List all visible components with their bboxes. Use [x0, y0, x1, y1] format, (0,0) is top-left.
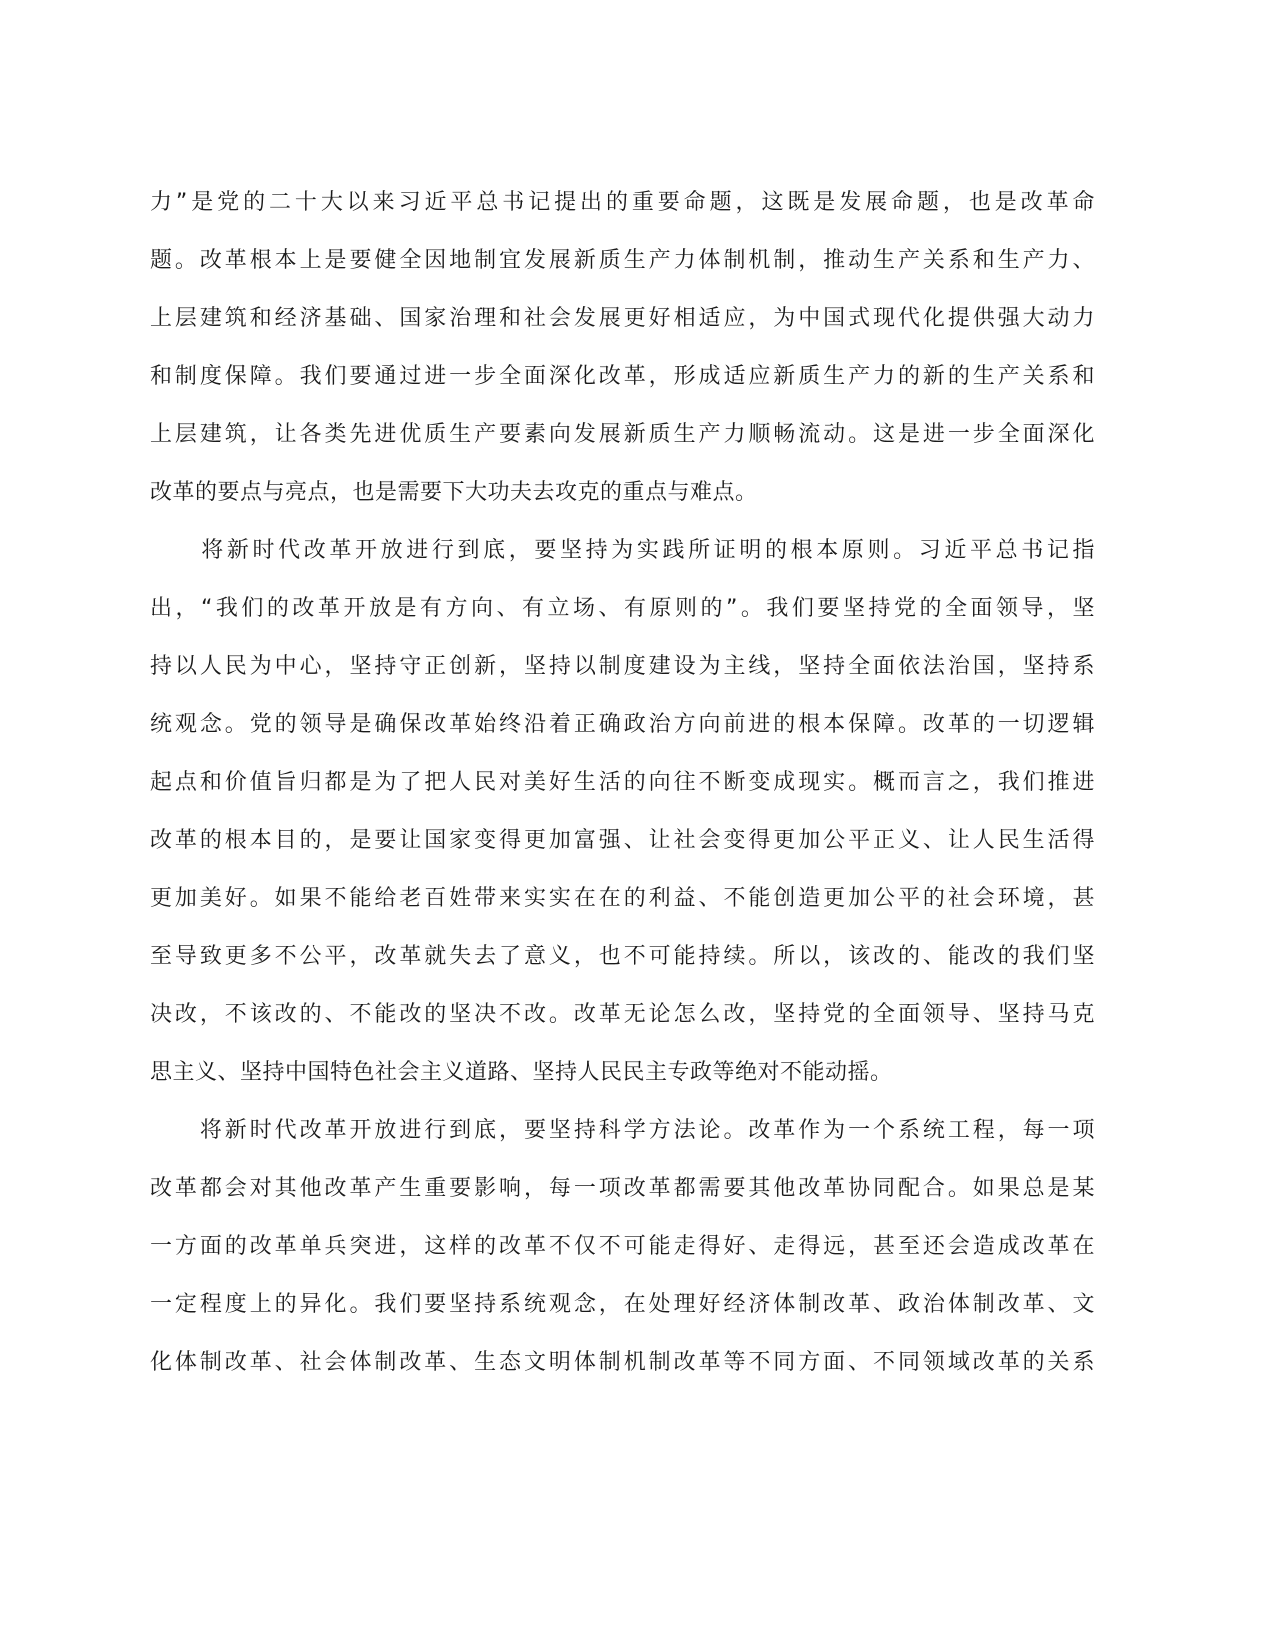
text-line: 更加美好。如果不能给老百姓带来实实在在的利益、不能创造更加公平的社会环境，甚 [150, 886, 1095, 911]
text-line: 力”是党的二十大以来习近平总书记提出的重要命题，这既是发展命题，也是改革命 [150, 190, 1095, 215]
text-line: 决改，不该改的、不能改的坚决不改。改革无论怎么改，坚持党的全面领导、坚持马克 [150, 1002, 1095, 1027]
text-line: 改革的根本目的，是要让国家变得更加富强、让社会变得更加公平正义、让人民生活得 [150, 828, 1095, 853]
text-line: 一方面的改革单兵突进，这样的改革不仅不可能走得好、走得远，甚至还会造成改革在 [150, 1234, 1095, 1259]
text-line: 题。改革根本上是要健全因地制宜发展新质生产力体制机制，推动生产关系和生产力、 [150, 248, 1095, 273]
text-line: 统观念。党的领导是确保改革始终沿着正确政治方向前进的根本保障。改革的一切逻辑 [150, 712, 1095, 737]
text-line: 持以人民为中心，坚持守正创新，坚持以制度建设为主线，坚持全面依法治国，坚持系 [150, 654, 1095, 679]
paragraph-2 [150, 536, 1095, 1087]
document-body [150, 188, 1095, 1406]
text-line: 化体制改革、社会体制改革、生态文明体制机制改革等不同方面、不同领域改革的关系 [150, 1350, 1095, 1375]
text-line: 上层建筑和经济基础、国家治理和社会发展更好相适应，为中国式现代化提供强大动力 [150, 306, 1095, 331]
text-line: 上层建筑，让各类先进优质生产要素向发展新质生产力顺畅流动。这是进一步全面深化 [150, 422, 1095, 447]
text-line: 改革的要点与亮点，也是需要下大功夫去攻克的重点与难点。 [150, 480, 758, 505]
text-line: 和制度保障。我们要通过进一步全面深化改革，形成适应新质生产力的新的生产关系和 [150, 364, 1095, 389]
text-line: 出，“我们的改革开放是有方向、有立场、有原则的”。我们要坚持党的全面领导，坚 [150, 596, 1095, 621]
text-line: 思主义、坚持中国特色社会主义道路、坚持人民民主专政等绝对不能动摇。 [150, 1060, 893, 1085]
text-line: 将新时代改革开放进行到底，要坚持为实践所证明的根本原则。习近平总书记指 [150, 538, 1095, 563]
text-line: 起点和价值旨归都是为了把人民对美好生活的向往不断变成现实。概而言之，我们推进 [150, 770, 1095, 795]
text-line: 一定程度上的异化。我们要坚持系统观念，在处理好经济体制改革、政治体制改革、文 [150, 1292, 1095, 1317]
paragraph-3 [150, 1116, 1095, 1377]
text-line: 将新时代改革开放进行到底，要坚持科学方法论。改革作为一个系统工程，每一项 [150, 1118, 1095, 1143]
paragraph-1 [150, 188, 1095, 507]
text-line: 改革都会对其他改革产生重要影响，每一项改革都需要其他改革协同配合。如果总是某 [150, 1176, 1095, 1201]
text-line: 至导致更多不公平，改革就失去了意义，也不可能持续。所以，该改的、能改的我们坚 [150, 944, 1095, 969]
